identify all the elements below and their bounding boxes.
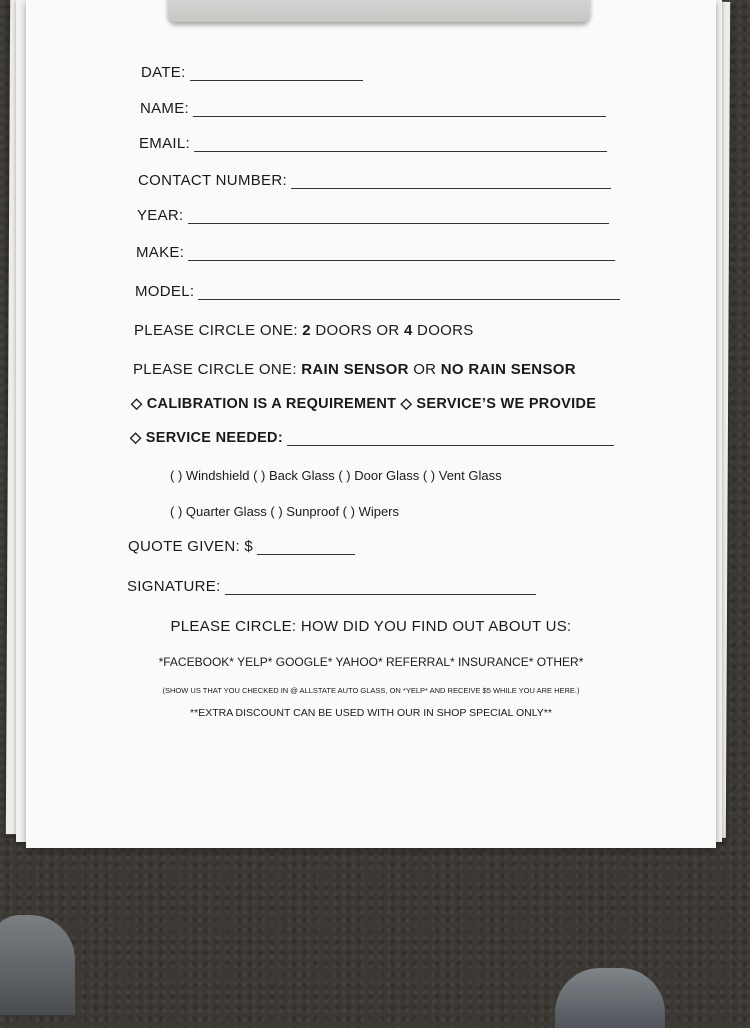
quote-field[interactable] [128, 538, 355, 555]
calibration-notice: ◇ CALIBRATION IS A REQUIREMENT ◇ SERVICE’S WE PROVIDE [131, 396, 597, 412]
email-field[interactable] [139, 135, 607, 152]
year-line [188, 211, 609, 224]
make-label: MAKE: [136, 244, 185, 261]
discount-note: **EXTRA DISCOUNT CAN BE USED WITH OUR IN SHOP SPECIAL ONLY** [190, 707, 552, 719]
service-options-row-1 [170, 468, 502, 483]
quote-line [257, 542, 355, 555]
rain-sensor-option[interactable]: RAIN SENSOR [301, 361, 409, 378]
contact-number-field[interactable] [138, 172, 611, 189]
email-line [194, 139, 607, 152]
no-rain-sensor-option[interactable]: NO RAIN SENSOR [440, 361, 576, 378]
name-label: NAME: [140, 100, 190, 117]
option-back-glass[interactable]: Back Glass ( ) [265, 468, 351, 483]
checkin-note: (SHOW US THAT YOU CHECKED IN @ ALLSTATE AUTO GLASS, ON *YELP* AND RECEIVE $5 WHILE YOU ARE HERE.) [162, 686, 580, 695]
option-sunproof[interactable]: Sunproof ( ) [282, 504, 355, 519]
date-label: DATE: [141, 64, 186, 81]
sensor-prefix: PLEASE CIRCLE ONE: [133, 361, 302, 378]
option-quarter-glass[interactable]: ( ) Quarter Glass ( ) [170, 504, 283, 519]
year-field[interactable] [137, 207, 609, 224]
option-vent-glass[interactable]: Vent Glass [435, 468, 502, 483]
signature-label: SIGNATURE: [127, 578, 221, 595]
doors-4-suffix: DOORS [412, 322, 474, 339]
date-field[interactable] [141, 64, 363, 81]
shoe-left [0, 915, 75, 1015]
contact-number-label: CONTACT NUMBER: [138, 172, 287, 189]
option-door-glass[interactable]: Door Glass ( ) [350, 468, 436, 483]
form-paper [26, 0, 716, 848]
source-options[interactable]: *FACEBOOK* YELP* GOOGLE* YAHOO* REFERRAL* INSURANCE* OTHER* [158, 655, 584, 669]
sensor-choice [133, 361, 576, 378]
doors-2-suffix: DOORS OR [310, 322, 404, 339]
email-label: EMAIL: [139, 135, 190, 152]
make-field[interactable] [136, 244, 615, 261]
doors-4-option[interactable]: 4 [403, 322, 413, 339]
option-windshield[interactable]: ( ) Windshield ( ) [170, 468, 266, 483]
name-line [193, 104, 606, 117]
signature-field[interactable] [127, 578, 536, 595]
name-field[interactable] [140, 100, 606, 117]
sensor-or: OR [408, 361, 441, 378]
find-us-heading: PLEASE CIRCLE: HOW DID YOU FIND OUT ABOUT US: [170, 618, 572, 635]
doors-2-option[interactable]: 2 [302, 322, 311, 339]
service-needed-field[interactable] [130, 430, 614, 446]
option-wipers[interactable]: Wipers [354, 504, 400, 519]
service-options-row-2 [170, 504, 399, 519]
doors-prefix: PLEASE CIRCLE ONE: [134, 322, 303, 339]
doors-choice [134, 322, 474, 339]
contact-number-line [291, 176, 611, 189]
date-line [190, 68, 363, 81]
service-needed-label: ◇ SERVICE NEEDED: [130, 430, 283, 446]
make-line [188, 248, 615, 261]
model-line [198, 287, 620, 300]
quote-label: QUOTE GIVEN: $ [128, 538, 254, 555]
signature-line [225, 582, 536, 595]
service-needed-line [287, 433, 614, 446]
model-label: MODEL: [135, 283, 195, 300]
clipboard-clip [168, 0, 590, 22]
shoe-right [555, 968, 665, 1028]
model-field[interactable] [135, 283, 620, 300]
year-label: YEAR: [137, 207, 184, 224]
